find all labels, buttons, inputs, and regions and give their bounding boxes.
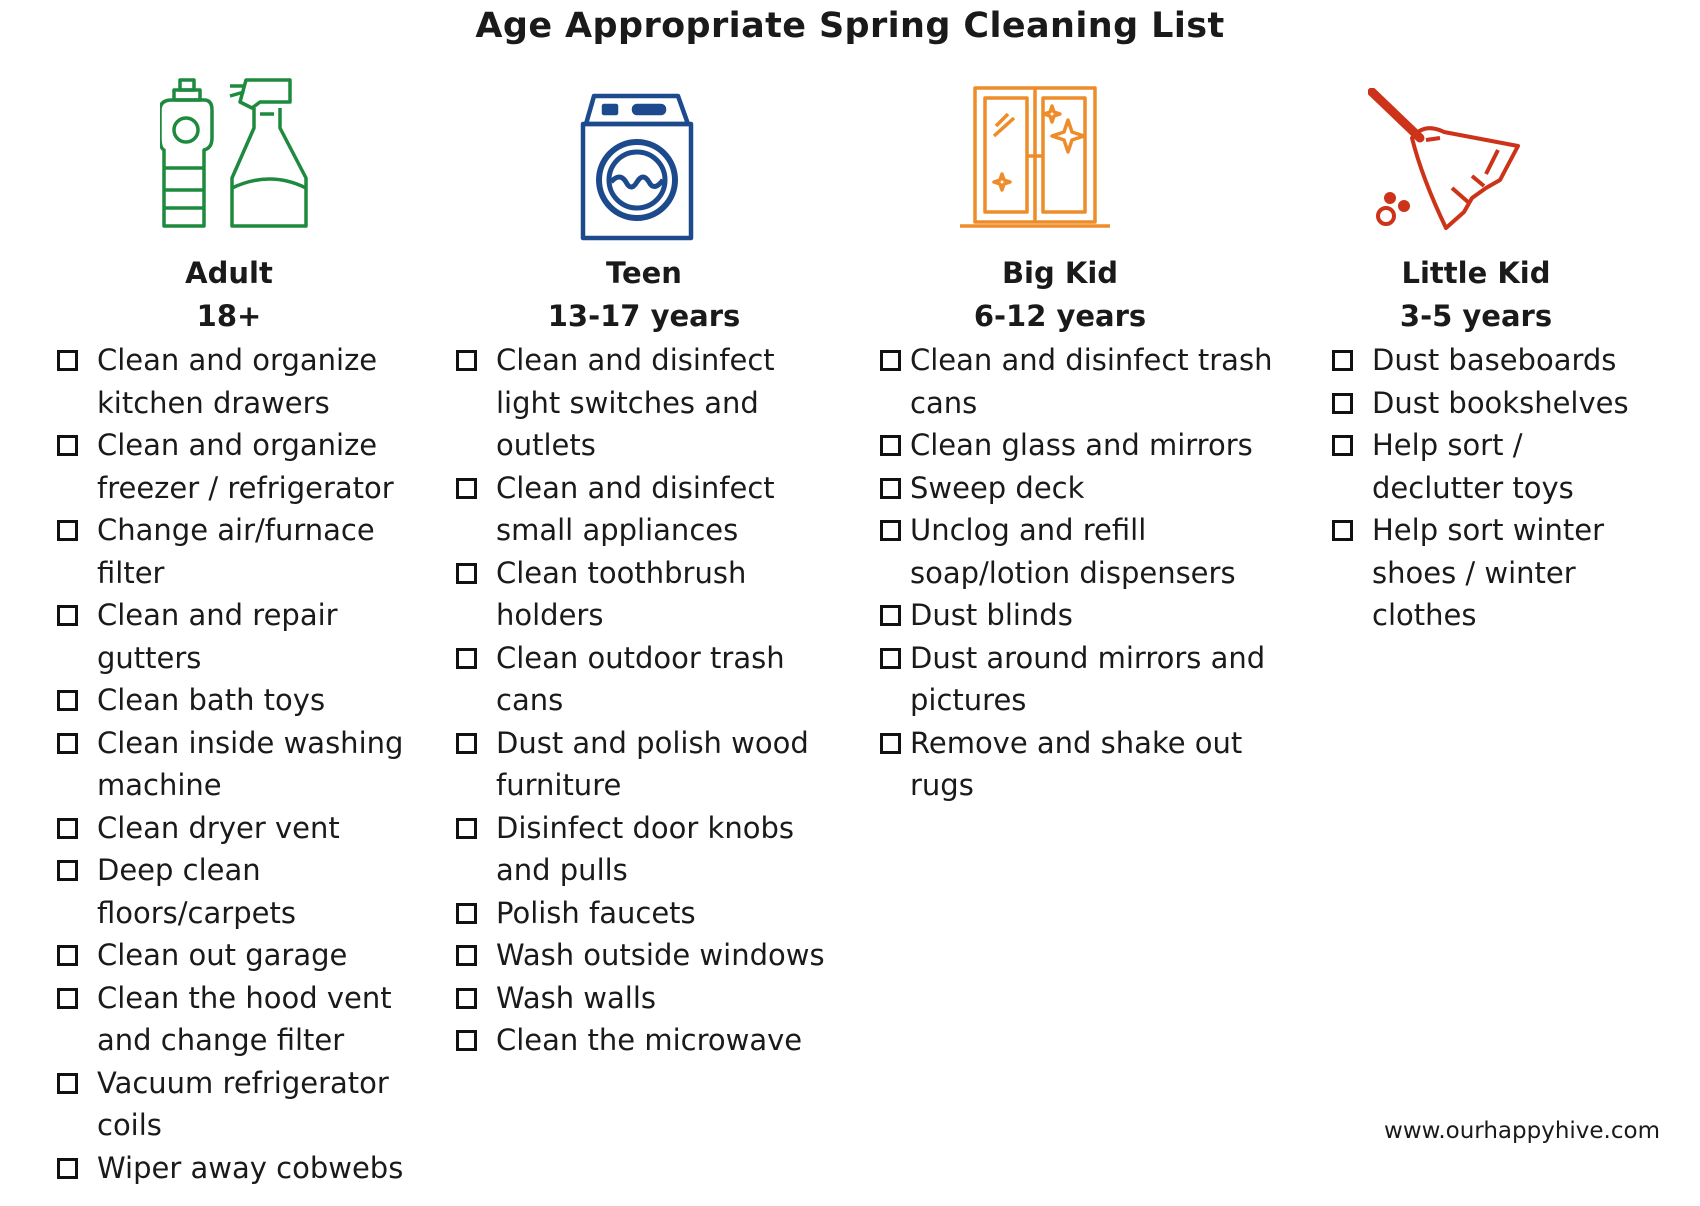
- list-item: [57, 594, 417, 679]
- list-item-label: Wash walls: [496, 980, 657, 1015]
- list-item-label: Dust baseboards: [1372, 343, 1617, 377]
- checkbox[interactable]: [456, 733, 477, 754]
- checkbox[interactable]: [57, 945, 78, 966]
- list-item-label: Clean toothbrush holders: [496, 555, 747, 632]
- checkbox[interactable]: [1332, 350, 1353, 371]
- checkbox[interactable]: [1332, 435, 1353, 456]
- list-item-label: Dust blinds: [910, 598, 1073, 632]
- checkbox[interactable]: [880, 520, 901, 541]
- list-item-label: Clean and organize kitchen drawers: [97, 343, 378, 420]
- list-item: [1332, 509, 1662, 637]
- list-item-label: Disinfect door knobs and pulls: [496, 810, 794, 887]
- list-item-label: Dust bookshelves: [1372, 385, 1629, 420]
- list-item-label: Clean out garage: [97, 938, 348, 972]
- checkbox[interactable]: [57, 988, 78, 1009]
- column-age: 18+: [196, 299, 262, 333]
- list-item-label: Help sort / declutter toys: [1372, 428, 1574, 505]
- list-item-label: Clean bath toys: [97, 683, 326, 717]
- checkbox[interactable]: [880, 648, 901, 669]
- checkbox[interactable]: [456, 988, 477, 1009]
- list-item-label: Polish faucets: [496, 895, 696, 930]
- checkbox[interactable]: [880, 350, 901, 371]
- list-item-label: Deep clean floors/carpets: [97, 853, 296, 930]
- checkbox[interactable]: [57, 690, 78, 711]
- list-item-label: Clean the hood vent and change filter: [97, 980, 392, 1057]
- list-item: [57, 934, 417, 977]
- list-item: [456, 977, 846, 1020]
- list-item: [456, 467, 846, 552]
- list-item: [57, 807, 417, 850]
- website-url[interactable]: www.ourhappyhive.com: [1384, 1118, 1660, 1144]
- list-item-label: Clean and disinfect trash cans: [910, 343, 1273, 420]
- list-item: [456, 722, 846, 807]
- list-item-label: Change air/furnace filter: [97, 513, 375, 590]
- checkbox[interactable]: [456, 1030, 477, 1051]
- column-header-big-kid: [860, 252, 1260, 338]
- list-item: [456, 934, 846, 977]
- list-item-label: Clean inside washing machine: [97, 725, 404, 802]
- adult-checklist: [57, 339, 417, 1189]
- column-header-adult: [29, 252, 429, 338]
- page-title: Age Appropriate Spring Cleaning List: [475, 6, 1225, 46]
- list-item-label: Clean and disinfect small appliances: [496, 470, 775, 547]
- list-item: [57, 977, 417, 1062]
- list-item-label: Vacuum refrigerator coils: [97, 1065, 389, 1142]
- list-item-label: Unclog and refill soap/lotion dispensers: [910, 513, 1236, 590]
- list-item-label: Dust around mirrors and pictures: [910, 640, 1266, 717]
- checkbox[interactable]: [57, 1073, 78, 1094]
- list-item: [880, 424, 1280, 467]
- column-age: 13-17 years: [547, 299, 741, 333]
- broom-icon: [1368, 88, 1528, 248]
- list-item: [456, 552, 846, 637]
- checkbox[interactable]: [456, 478, 477, 499]
- checkbox[interactable]: [1332, 520, 1353, 541]
- checkbox[interactable]: [456, 945, 477, 966]
- checkbox[interactable]: [1332, 393, 1353, 414]
- list-item: [456, 637, 846, 722]
- column-age: 6-12 years: [973, 299, 1147, 333]
- list-item: [1332, 424, 1662, 509]
- list-item: [880, 637, 1280, 722]
- list-item: [880, 722, 1280, 807]
- column-header-teen: [444, 252, 844, 338]
- list-item-label: Wash outside windows: [496, 938, 825, 972]
- teen-checklist: [456, 339, 846, 1062]
- list-item: [880, 509, 1280, 594]
- checkbox[interactable]: [456, 648, 477, 669]
- checkbox[interactable]: [456, 818, 477, 839]
- list-item: [880, 339, 1280, 424]
- checkbox[interactable]: [57, 520, 78, 541]
- checkbox[interactable]: [57, 1158, 78, 1179]
- checkbox[interactable]: [456, 563, 477, 584]
- list-item: [1332, 339, 1662, 382]
- list-item-label: Remove and shake out rugs: [910, 725, 1243, 802]
- list-item: [880, 467, 1280, 510]
- list-item-label: Help sort winter shoes / winter clothes: [1372, 513, 1604, 632]
- list-item: [456, 807, 846, 892]
- checkbox[interactable]: [880, 478, 901, 499]
- column-age: 3-5 years: [1399, 299, 1553, 333]
- checkbox[interactable]: [456, 903, 477, 924]
- list-item: [456, 892, 846, 935]
- cleaning-bottles-icon: [160, 78, 310, 230]
- list-item: [456, 339, 846, 467]
- list-item-label: Clean glass and mirrors: [910, 428, 1253, 462]
- sparkling-window-icon: [960, 84, 1110, 232]
- checkbox[interactable]: [880, 733, 901, 754]
- list-item: [57, 339, 417, 424]
- list-item-label: Clean and repair gutters: [97, 598, 338, 675]
- column-name: Big Kid: [1001, 256, 1119, 290]
- checkbox[interactable]: [57, 733, 78, 754]
- big-kid-checklist: [880, 339, 1280, 807]
- list-item: [880, 594, 1280, 637]
- list-item-label: Dust and polish wood furniture: [496, 725, 809, 802]
- list-item-label: Clean the microwave: [496, 1023, 803, 1057]
- list-item-label: Clean and organize freezer / refrigerator: [97, 428, 394, 505]
- checkbox[interactable]: [880, 435, 901, 456]
- list-item: [57, 509, 417, 594]
- checkbox[interactable]: [57, 350, 78, 371]
- checkbox[interactable]: [57, 860, 78, 881]
- list-item-label: Clean outdoor trash cans: [496, 640, 785, 717]
- checkbox[interactable]: [57, 818, 78, 839]
- checkbox[interactable]: [456, 350, 477, 371]
- list-item: [57, 1147, 417, 1190]
- list-item: [57, 849, 417, 934]
- list-item-label: Wiper away cobwebs: [97, 1150, 404, 1185]
- list-item: [1332, 382, 1662, 425]
- list-item-label: Clean dryer vent: [97, 810, 340, 845]
- list-item: [57, 424, 417, 509]
- checkbox[interactable]: [57, 605, 78, 626]
- list-item-label: Sweep deck: [910, 470, 1085, 505]
- checkbox[interactable]: [880, 605, 901, 626]
- column-header-little-kid: [1276, 252, 1676, 338]
- list-item: [57, 679, 417, 722]
- list-item: [57, 1062, 417, 1147]
- checkbox[interactable]: [57, 435, 78, 456]
- column-name: Teen: [606, 256, 682, 290]
- list-item-label: Clean and disinfect light switches and outlets: [496, 343, 775, 462]
- washing-machine-icon: [580, 92, 695, 242]
- column-name: Adult: [185, 256, 273, 290]
- little-kid-checklist: [1332, 339, 1662, 637]
- column-name: Little Kid: [1401, 256, 1551, 290]
- list-item: [57, 722, 417, 807]
- list-item: [456, 1019, 846, 1062]
